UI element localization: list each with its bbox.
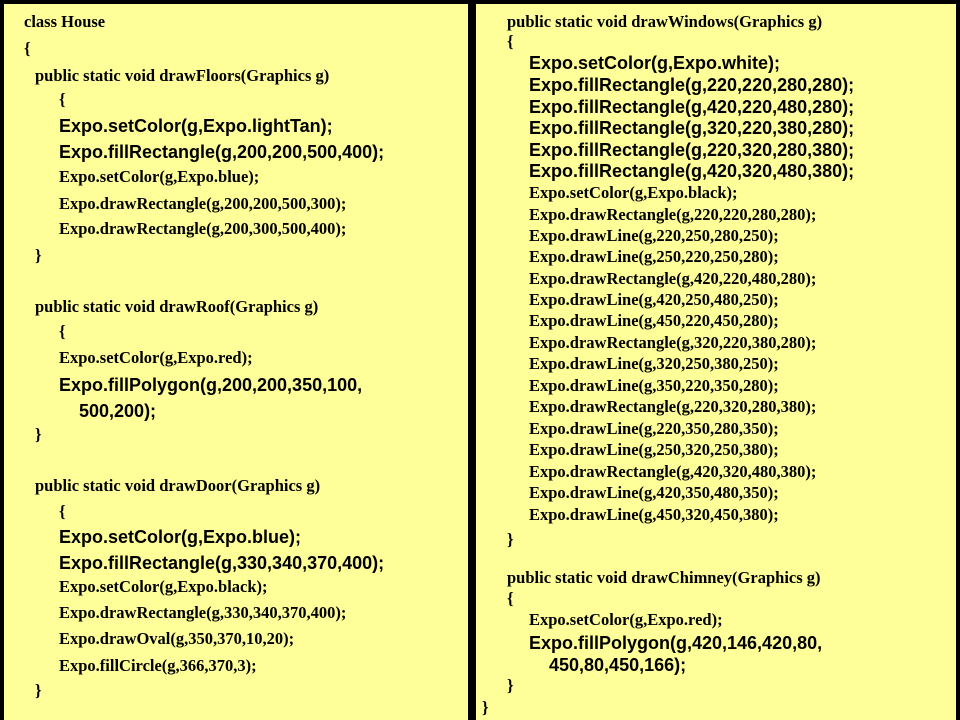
code-line: Expo.setColor(g,Expo.black);: [59, 577, 268, 596]
code-line: }: [507, 530, 514, 549]
code-line: public static void drawRoof(Graphics g): [35, 297, 319, 316]
code-line: {: [507, 32, 514, 51]
code-line: }: [35, 425, 42, 444]
code-line: Expo.fillRectangle(g,330,340,370,400);: [59, 553, 385, 573]
code-line: Expo.drawRectangle(g,200,300,500,400);: [59, 219, 347, 238]
code-line: public static void drawDoor(Graphics g): [35, 476, 321, 495]
code-line: }: [507, 676, 514, 695]
code-line: Expo.drawLine(g,250,320,250,380);: [529, 440, 779, 459]
code-line: {: [59, 322, 66, 341]
code-line: Expo.drawLine(g,450,320,450,380);: [529, 505, 779, 524]
code-line: Expo.drawLine(g,320,250,380,250);: [529, 354, 779, 373]
code-line: Expo.drawRectangle(g,220,220,280,280);: [529, 205, 817, 224]
code-line: public static void drawWindows(Graphics g): [507, 12, 823, 31]
code-line: Expo.setColor(g,Expo.lightTan);: [59, 116, 333, 136]
code-line: }: [35, 681, 42, 700]
code-line: Expo.fillRectangle(g,220,220,280,280);: [529, 75, 855, 95]
code-line: Expo.drawLine(g,220,350,280,350);: [529, 419, 779, 438]
code-line: }: [482, 698, 489, 717]
code-line: Expo.drawLine(g,450,220,450,280);: [529, 311, 779, 330]
code-line: Expo.setColor(g,Expo.blue);: [59, 527, 302, 547]
code-line: {: [507, 589, 514, 608]
code-line: Expo.drawLine(g,250,220,250,280);: [529, 247, 779, 266]
code-line: 450,80,450,166);: [549, 655, 687, 675]
code-line: Expo.setColor(g,Expo.red);: [59, 348, 253, 367]
code-line: Expo.drawLine(g,420,350,480,350);: [529, 483, 779, 502]
code-line: Expo.fillRectangle(g,200,200,500,400);: [59, 142, 385, 162]
code-line: Expo.fillRectangle(g,220,320,280,380);: [529, 140, 855, 160]
code-line: Expo.fillRectangle(g,420,220,480,280);: [529, 97, 855, 117]
code-line: Expo.fillCircle(g,366,370,3);: [59, 656, 257, 675]
code-line: Expo.drawRectangle(g,200,200,500,300);: [59, 194, 347, 213]
code-line: {: [59, 90, 66, 109]
code-line: Expo.fillPolygon(g,200,200,350,100,: [59, 375, 363, 395]
code-line: Expo.fillRectangle(g,420,320,480,380);: [529, 161, 855, 181]
left-code-panel: [4, 4, 468, 720]
code-line: Expo.drawRectangle(g,420,220,480,280);: [529, 269, 817, 288]
code-line: Expo.fillPolygon(g,420,146,420,80,: [529, 633, 823, 653]
code-line: Expo.drawLine(g,220,250,280,250);: [529, 226, 779, 245]
code-line: {: [59, 502, 66, 521]
code-line: public static void drawChimney(Graphics g): [507, 568, 821, 587]
code-line: Expo.setColor(g,Expo.white);: [529, 53, 781, 73]
code-line: class House: [24, 12, 106, 31]
code-line: Expo.drawRectangle(g,330,340,370,400);: [59, 603, 347, 622]
code-line: Expo.drawRectangle(g,420,320,480,380);: [529, 462, 817, 481]
right-code-panel: [476, 4, 956, 720]
code-line: Expo.drawLine(g,350,220,350,280);: [529, 376, 779, 395]
code-line: Expo.setColor(g,Expo.red);: [529, 610, 723, 629]
code-line: 500,200);: [79, 401, 157, 421]
code-line: Expo.setColor(g,Expo.black);: [529, 183, 738, 202]
code-line: public static void drawFloors(Graphics g): [35, 66, 330, 85]
code-line: Expo.drawLine(g,420,250,480,250);: [529, 290, 779, 309]
code-line: Expo.drawOval(g,350,370,10,20);: [59, 629, 295, 648]
code-line: Expo.drawRectangle(g,320,220,380,280);: [529, 333, 817, 352]
code-line: Expo.fillRectangle(g,320,220,380,280);: [529, 118, 855, 138]
code-line: Expo.drawRectangle(g,220,320,280,380);: [529, 397, 817, 416]
code-line: Expo.setColor(g,Expo.blue);: [59, 167, 260, 186]
code-line: }: [35, 246, 42, 265]
code-line: {: [24, 39, 31, 58]
